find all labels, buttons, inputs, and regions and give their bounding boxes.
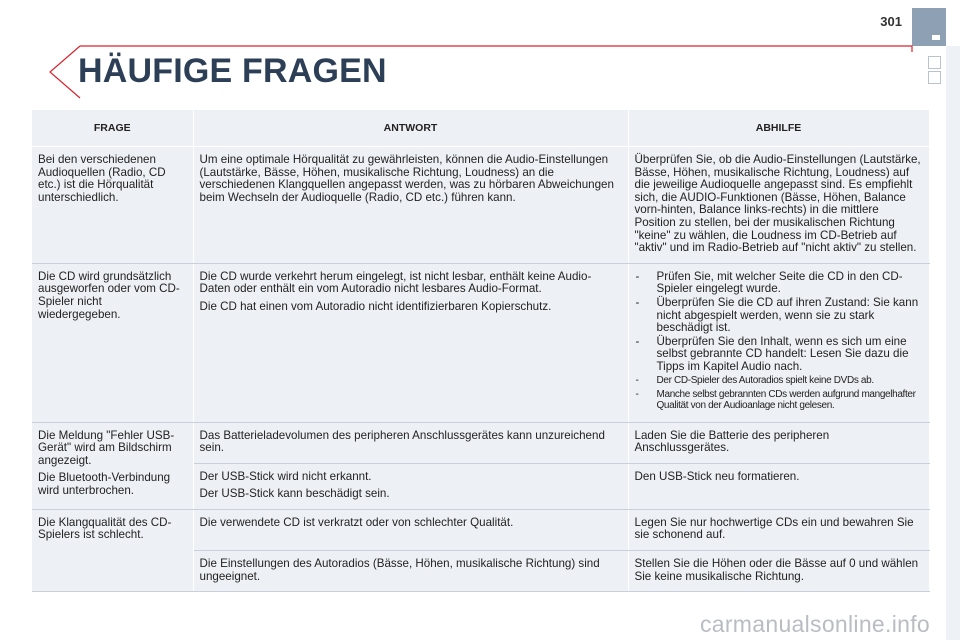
list-item: - Überprüfen Sie die CD auf ihren Zustand: Sie kann nicht abgespielt werden, wenn sie zu stark beschädigt ist.	[635, 297, 923, 335]
cell-text: Die verwendete CD ist verkratzt oder von schlechter Qualität.	[199, 515, 514, 529]
cell-text: Das Batterieladevolumen des peripheren Anschlussgerätes kann unzureichend sein.	[199, 428, 605, 455]
frage-cell	[32, 509, 193, 591]
cell-text: Die Meldung "Fehler USB-Gerät" wird am Bildschirm angezeigt.	[38, 428, 175, 467]
column-header-abhilfe: ABHILFE	[628, 110, 929, 147]
abhilfe-cell	[628, 147, 929, 264]
list-item: - Überprüfen Sie den Inhalt, wenn es sich um eine selbst gebrannte CD handelt: Lesen Sie dazu die Tipps im Kapitel Audio nach.	[635, 336, 923, 374]
antwort-cell	[193, 422, 628, 463]
list-item: - Prüfen Sie, mit welcher Seite die CD in den CD-Spieler eingelegt wurde.	[635, 271, 923, 296]
cell-text: Bei den verschiedenen Audioquellen (Radio, CD etc.) ist die Hörqualität unterschiedlich.	[38, 153, 166, 204]
antwort-cell	[193, 147, 628, 264]
cell-text: Den USB-Stick neu formatieren.	[634, 469, 800, 483]
cell-text: Legen Sie nur hochwertige CDs ein und bewahren Sie sie schonend auf.	[634, 515, 914, 542]
cell-text: Die Klangqualität des CD-Spielers ist schlecht.	[38, 515, 172, 542]
list-item: - Manche selbst gebrannten CDs werden aufgrund mangelhafter Qualität von der Audioanlage nicht gelesen.	[635, 389, 923, 411]
cell-text: Der USB-Stick wird nicht erkannt.	[199, 469, 372, 483]
table-row	[32, 422, 929, 463]
antwort-cell	[193, 263, 628, 422]
abhilfe-list	[635, 271, 923, 411]
cell-text: Die Einstellungen des Autoradios (Bässe, Höhen, musikalische Richtung) sind ungeeignet.	[199, 557, 600, 583]
cell-text: Die CD wurde verkehrt herum eingelegt, ist nicht lesbar, enthält keine Audio-Daten oder enthält ein vom Autoradio nicht lesbares Audio-Format.	[199, 269, 592, 296]
abhilfe-cell	[628, 509, 929, 550]
cell-text: Stellen Sie die Höhen oder die Bässe auf 0 und wählen Sie keine musikalische Richtung.	[634, 557, 919, 583]
faq-table	[32, 110, 930, 592]
cell-text: Die CD hat einen vom Autoradio nicht identifizierbaren Kopierschutz.	[199, 299, 552, 313]
frage-cell	[32, 147, 193, 264]
table-row	[32, 263, 929, 422]
abhilfe-cell	[628, 551, 929, 592]
watermark: carmanualsonline.info	[699, 611, 930, 637]
cell-text: Die CD wird grundsätzlich ausgeworfen oder vom CD-Spieler nicht wiedergegeben.	[38, 269, 180, 321]
cell-text: Die Bluetooth-Verbindung wird unterbrochen.	[38, 471, 171, 497]
abhilfe-cell	[628, 463, 929, 509]
cell-text: Der USB-Stick kann beschädigt sein.	[199, 487, 390, 501]
table-header-row	[32, 110, 929, 147]
frage-cell	[32, 422, 193, 509]
cell-text: Um eine optimale Hörqualität zu gewährleisten, können die Audio-Einstellungen (Lautstärke, Bässe, Höhen, musikalische Richtung, Loudness) an die verschiedenen Klangquellen angepasst werden, was zu hörbaren Abweichungen beim Wechseln der Audioquelle (Radio, CD etc.) führen kann.	[199, 153, 614, 204]
cell-text: Laden Sie die Batterie des peripheren Anschlussgerätes.	[634, 428, 830, 455]
column-header-frage: FRAGE	[32, 110, 193, 147]
antwort-cell	[193, 551, 628, 592]
table-row	[32, 509, 929, 550]
abhilfe-cell	[628, 263, 929, 422]
column-header-antwort: ANTWORT	[193, 110, 628, 147]
abhilfe-cell	[628, 422, 929, 463]
cell-text: Überprüfen Sie, ob die Audio-Einstellungen (Lautstärke, Bässe, Höhen, musikalische Richtung, Loudness) auf die jeweilige Audioquelle angepasst sind. Es empfiehlt sich, die AUDIO-Funktionen (Bässe, Höhen, Balance vorn-hinten, Balance links-rechts) in die mittlere Position zu stellen, bei der musikalischen Richtung "keine" zu wählen, die Loudness im CD-Betrieb auf "aktiv" und im Radio-Betrieb auf "nicht aktiv" zu stellen.	[634, 153, 921, 255]
antwort-cell	[193, 463, 628, 509]
antwort-cell	[193, 509, 628, 550]
page-number: 301	[880, 14, 902, 29]
page-edge-strip	[946, 46, 960, 640]
page-title: HÄUFIGE FRAGEN	[78, 52, 387, 90]
list-item: - Der CD-Spieler des Autoradios spielt keine DVDs ab.	[635, 375, 923, 386]
table-row	[32, 147, 929, 264]
frage-cell	[32, 263, 193, 422]
